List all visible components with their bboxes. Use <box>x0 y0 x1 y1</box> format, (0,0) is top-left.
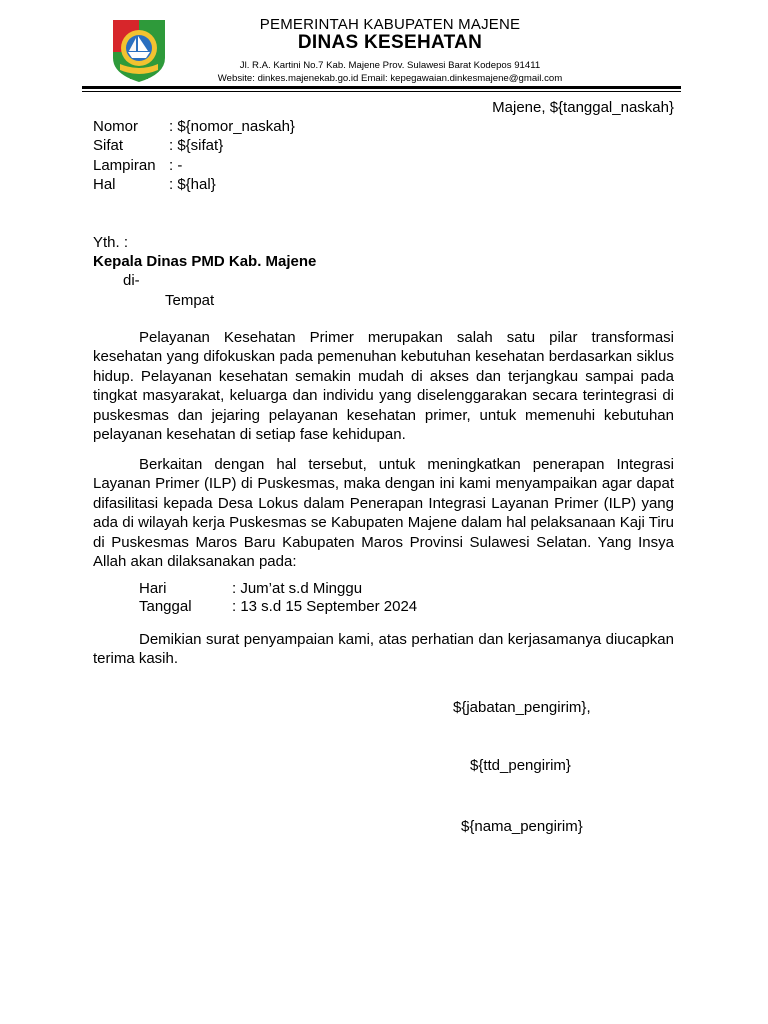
schedule-label: Hari <box>139 580 167 597</box>
schedule-value: : 13 s.d 15 September 2024 <box>232 597 418 615</box>
body-paragraph-2: Berkaitan dengan hal tersebut, untuk meningkatkan penerapan Integrasi Layanan Primer (ILP) di Puskesmas, maka dengan ini kami menyampaikan agar dapat difasilitasi kepada Desa Lokus dalam Penerapan Integrasi Layanan Primer (ILP) yang ada di wilayah kerja Puskesmas se Kabupaten Majene dalam hal pelaksanaan Kaji Tiru di Puskesmas Maros Baru Kabupaten Maros Provinsi Sulawesi Selatan. Yang Insya Allah akan dilaksanakan pada: <box>93 456 674 571</box>
meta-row-sifat <box>93 136 295 155</box>
body-paragraph-1: Pelayanan Kesehatan Primer merupakan salah satu pilar transformasi kesehatan yang difokuskan pada pemenuhan kebutuhan kesehatan berdasarkan siklus hidup. Pelayanan kesehatan semakin mudah di akses dan terjangkau sampai pada tingkat masyarakat, keluarga dan individu yang diselenggarakan secara terintegrasi di puskesmas dan jejaring pelayanan kesehatan primer, untuk memenuhi kebutuhan pelayanan kesehatan di setiap fase kehidupan. <box>93 329 674 444</box>
meta-label: Hal <box>93 175 116 193</box>
schedule-row-day <box>139 580 417 598</box>
meta-row-hal <box>93 175 295 194</box>
office-website-email: Website: dinkes.majenekab.go.id Email: kepegawaian.dinkesmajene@gmail.com <box>217 73 563 84</box>
meta-label: Nomor <box>93 118 139 135</box>
recipient-place: Tempat <box>165 292 215 309</box>
letter-meta <box>93 117 295 194</box>
body-paragraph-closing: Demikian surat penyampaian kami, atas perhatian dan kerjasamanya diucapkan terima kasih. <box>93 631 674 668</box>
majene-regency-emblem-icon <box>110 18 168 84</box>
sender-position: ${jabatan_pengirim}, <box>453 699 591 716</box>
schedule-row-date <box>139 598 417 616</box>
letterhead-divider-thick <box>82 86 681 89</box>
recipient-greeting: Yth. : <box>93 234 129 251</box>
recipient-di: di- <box>123 272 140 289</box>
recipient-name: Kepala Dinas PMD Kab. Majene <box>93 253 317 270</box>
office-address: Jl. R.A. Kartini No.7 Kab. Majene Prov. Sulawesi Barat Kodepos 91411 <box>239 60 541 71</box>
meta-row-lampiran <box>93 156 295 175</box>
sender-signature: ${ttd_pengirim} <box>470 757 571 774</box>
government-name: PEMERINTAH KABUPATEN MAJENE <box>259 16 521 33</box>
meta-value: : ${sifat} <box>169 137 224 155</box>
letterhead-divider-thin <box>82 91 681 92</box>
schedule-label: Tanggal <box>139 597 192 615</box>
meta-label: Lampiran <box>93 156 156 174</box>
meta-row-nomor <box>93 117 295 136</box>
meta-value: : ${hal} <box>169 175 216 193</box>
schedule-value: : Jum’at s.d Minggu <box>232 580 363 597</box>
department-name: DINAS KESEHATAN <box>297 32 483 53</box>
letterhead <box>190 16 590 85</box>
meta-value: : ${nomor_naskah} <box>169 118 295 135</box>
schedule <box>139 580 417 615</box>
meta-value: : - <box>169 156 183 174</box>
sender-name: ${nama_pengirim} <box>461 818 583 835</box>
letter-date: Majene, ${tanggal_naskah} <box>492 99 674 116</box>
meta-label: Sifat <box>93 137 124 155</box>
